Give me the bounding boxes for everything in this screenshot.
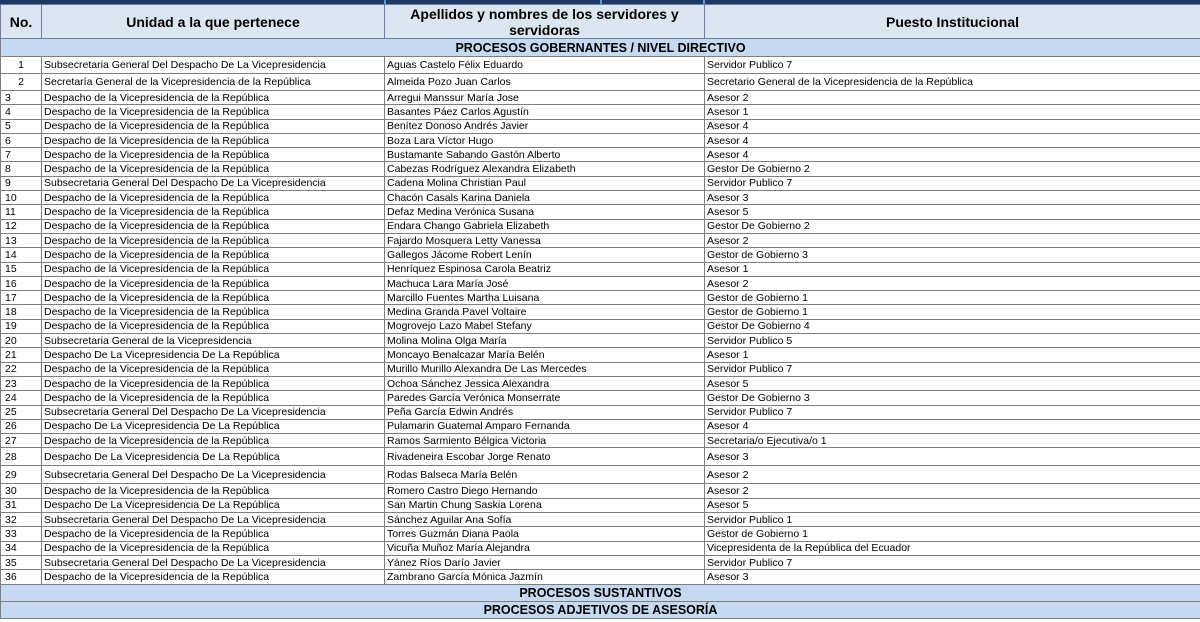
cell-unit: Despacho De La Vicepresidencia De La República	[42, 348, 385, 362]
cell-unit: Despacho de la Vicepresidencia de la República	[42, 91, 385, 105]
cell-unit: Despacho de la Vicepresidencia de la República	[42, 233, 385, 247]
cell-unit: Secretaría General de la Vicepresidencia de la República	[42, 74, 385, 91]
cell-name: Almeida Pozo Juan Carlos	[385, 74, 705, 91]
cell-unit: Subsecretaria General Del Despacho De La Vicepresidencia	[42, 405, 385, 419]
cell-no: 31	[1, 498, 42, 512]
cell-name: Benítez Donoso Andrés Javier	[385, 119, 705, 133]
table-row	[1, 291, 1200, 305]
cell-no: 22	[1, 362, 42, 376]
cell-name: Ramos Sarmiento Bélgica Victoria	[385, 434, 705, 448]
table-row	[1, 448, 1200, 466]
cell-no: 18	[1, 305, 42, 319]
cell-post: Gestor de Gobierno 1	[705, 527, 1200, 541]
cell-name: Ochoa Sánchez Jessica Alexandra	[385, 376, 705, 390]
table-row	[1, 205, 1200, 219]
cell-post: Gestor de Gobierno 1	[705, 291, 1200, 305]
table-row	[1, 219, 1200, 233]
cell-name: Bustamante Sabando Gastón Alberto	[385, 148, 705, 162]
table-row	[1, 376, 1200, 390]
header-unit: Unidad a la que pertenece	[42, 5, 385, 39]
cell-no: 34	[1, 541, 42, 555]
cell-post: Secretario General de la Vicepresidencia de la República	[705, 74, 1200, 91]
cell-post: Secretaria/o Ejecutiva/o 1	[705, 434, 1200, 448]
cell-post: Asesor 4	[705, 148, 1200, 162]
cell-name: Cadena Molina Christian Paul	[385, 176, 705, 190]
cell-unit: Subsecretaria General Del Despacho De La Vicepresidencia	[42, 176, 385, 190]
cell-name: Henríquez Espinosa Carola Beatriz	[385, 262, 705, 276]
cell-no: 29	[1, 466, 42, 484]
cell-unit: Despacho De La Vicepresidencia De La República	[42, 498, 385, 512]
cell-post: Asesor 1	[705, 348, 1200, 362]
cell-post: Servidor Publico 1	[705, 513, 1200, 527]
cell-name: Chacón Casals Karina Daniela	[385, 191, 705, 205]
cell-no: 23	[1, 376, 42, 390]
cell-unit: Despacho de la Vicepresidencia de la República	[42, 291, 385, 305]
table-row	[1, 148, 1200, 162]
cell-unit: Despacho de la Vicepresidencia de la República	[42, 262, 385, 276]
cell-name: Rodas Balseca María Belén	[385, 466, 705, 484]
table-row	[1, 305, 1200, 319]
cell-post: Asesor 2	[705, 484, 1200, 498]
cell-no: 7	[1, 148, 42, 162]
cell-unit: Despacho de la Vicepresidencia de la República	[42, 219, 385, 233]
cell-unit: Despacho de la Vicepresidencia de la República	[42, 205, 385, 219]
cell-no: 5	[1, 119, 42, 133]
cell-name: Yánez Ríos Darío Javier	[385, 555, 705, 569]
table-row	[1, 405, 1200, 419]
table-row	[1, 334, 1200, 348]
table-row	[1, 541, 1200, 555]
cell-no: 35	[1, 555, 42, 569]
cell-post: Asesor 5	[705, 376, 1200, 390]
cell-name: Aguas Castelo Félix Eduardo	[385, 57, 705, 74]
table-row	[1, 570, 1200, 584]
cell-name: Sánchez Aguilar Ana Sofía	[385, 513, 705, 527]
cell-post: Asesor 3	[705, 570, 1200, 584]
table-row	[1, 57, 1200, 74]
table-row	[1, 74, 1200, 91]
table-row	[1, 105, 1200, 119]
cell-post: Asesor 5	[705, 498, 1200, 512]
cell-post: Gestor De Gobierno 4	[705, 319, 1200, 333]
cell-no: 27	[1, 434, 42, 448]
table-row	[1, 133, 1200, 147]
cell-no: 19	[1, 319, 42, 333]
cell-name: Medina Granda Pavel Voltaire	[385, 305, 705, 319]
cell-name: Molina Molina Olga María	[385, 334, 705, 348]
cell-no: 1	[1, 57, 42, 74]
cell-no: 21	[1, 348, 42, 362]
table-row	[1, 233, 1200, 247]
cell-post: Asesor 1	[705, 105, 1200, 119]
cell-post: Servidor Publico 7	[705, 405, 1200, 419]
cell-unit: Despacho de la Vicepresidencia de la República	[42, 527, 385, 541]
cell-unit: Despacho de la Vicepresidencia de la República	[42, 391, 385, 405]
cell-name: Basantes Páez Carlos Agustín	[385, 105, 705, 119]
cell-no: 10	[1, 191, 42, 205]
table-row	[1, 362, 1200, 376]
cell-unit: Despacho De La Vicepresidencia De La República	[42, 448, 385, 466]
table-row	[1, 162, 1200, 176]
table-header-row	[1, 5, 1200, 39]
cell-post: Servidor Publico 7	[705, 362, 1200, 376]
cell-unit: Despacho de la Vicepresidencia de la República	[42, 148, 385, 162]
cell-post: Asesor 1	[705, 262, 1200, 276]
table-row	[1, 91, 1200, 105]
cell-no: 28	[1, 448, 42, 466]
cell-unit: Subsecretaria General de la Vicepresidencia	[42, 334, 385, 348]
header-post: Puesto Institucional	[705, 5, 1200, 39]
cell-unit: Despacho de la Vicepresidencia de la República	[42, 191, 385, 205]
header-no: No.	[1, 5, 42, 39]
cell-no: 30	[1, 484, 42, 498]
cell-name: Defaz Medina Verónica Susana	[385, 205, 705, 219]
table-row	[1, 555, 1200, 569]
cell-no: 33	[1, 527, 42, 541]
cell-no: 32	[1, 513, 42, 527]
cell-post: Asesor 2	[705, 91, 1200, 105]
section-row-adjetivos	[1, 601, 1200, 618]
cell-unit: Subsecretaria General Del Despacho De La Vicepresidencia	[42, 513, 385, 527]
cell-name: Machuca Lara María José	[385, 276, 705, 290]
cell-no: 14	[1, 248, 42, 262]
cell-no: 4	[1, 105, 42, 119]
cell-post: Gestor De Gobierno 2	[705, 162, 1200, 176]
cell-name: Peña García Edwin Andrés	[385, 405, 705, 419]
cell-no: 11	[1, 205, 42, 219]
section-title-sustantivos: PROCESOS SUSTANTIVOS	[1, 584, 1200, 601]
personnel-table	[0, 4, 1200, 619]
cell-name: Zambrano García Mónica Jazmín	[385, 570, 705, 584]
table-row	[1, 348, 1200, 362]
cell-name: Torres Guzmán Diana Paola	[385, 527, 705, 541]
cell-no: 25	[1, 405, 42, 419]
cell-unit: Despacho De La Vicepresidencia De La República	[42, 419, 385, 433]
cell-no: 36	[1, 570, 42, 584]
cell-post: Asesor 4	[705, 133, 1200, 147]
cell-name: Endara Chango Gabriela Elizabeth	[385, 219, 705, 233]
table-row	[1, 527, 1200, 541]
cell-name: Paredes García Verónica Monserrate	[385, 391, 705, 405]
cell-no: 17	[1, 291, 42, 305]
cell-name: Moncayo Benalcazar María Belén	[385, 348, 705, 362]
cell-no: 8	[1, 162, 42, 176]
cell-post: Servidor Publico 5	[705, 334, 1200, 348]
cell-unit: Despacho de la Vicepresidencia de la República	[42, 376, 385, 390]
cell-unit: Despacho de la Vicepresidencia de la República	[42, 305, 385, 319]
cell-post: Gestor de Gobierno 1	[705, 305, 1200, 319]
header-name: Apellidos y nombres de los servidores y servidoras	[385, 5, 705, 39]
table-row	[1, 276, 1200, 290]
cell-post: Asesor 2	[705, 276, 1200, 290]
section-title-adjetivos: PROCESOS ADJETIVOS DE ASESORÍA	[1, 601, 1200, 618]
cell-post: Asesor 5	[705, 205, 1200, 219]
cell-no: 12	[1, 219, 42, 233]
cell-unit: Subsecretaria General Del Despacho De La Vicepresidencia	[42, 555, 385, 569]
table-row	[1, 434, 1200, 448]
table-row	[1, 262, 1200, 276]
table-row	[1, 119, 1200, 133]
cell-unit: Despacho de la Vicepresidencia de la República	[42, 434, 385, 448]
cell-unit: Despacho de la Vicepresidencia de la República	[42, 570, 385, 584]
cell-post: Servidor Publico 7	[705, 176, 1200, 190]
cell-unit: Despacho de la Vicepresidencia de la República	[42, 362, 385, 376]
cell-post: Servidor Publico 7	[705, 57, 1200, 74]
cell-unit: Subsecretaria General Del Despacho De La Vicepresidencia	[42, 57, 385, 74]
cell-unit: Despacho de la Vicepresidencia de la República	[42, 248, 385, 262]
table-row	[1, 248, 1200, 262]
cell-post: Gestor De Gobierno 3	[705, 391, 1200, 405]
table-row	[1, 513, 1200, 527]
cell-name: Boza Lara Víctor Hugo	[385, 133, 705, 147]
cell-no: 9	[1, 176, 42, 190]
cell-no: 26	[1, 419, 42, 433]
cell-no: 20	[1, 334, 42, 348]
table-row	[1, 466, 1200, 484]
cell-post: Asesor 2	[705, 233, 1200, 247]
cell-unit: Subsecretaria General Del Despacho De La Vicepresidencia	[42, 466, 385, 484]
cell-name: Mogrovejo Lazo Mabel Stefany	[385, 319, 705, 333]
cell-name: Gallegos Jácome Robert Lenín	[385, 248, 705, 262]
cell-name: Vicuña Muñoz María Alejandra	[385, 541, 705, 555]
cell-name: Arregui Manssur María Jose	[385, 91, 705, 105]
cell-name: Cabezas Rodríguez Alexandra Elizabeth	[385, 162, 705, 176]
cell-no: 6	[1, 133, 42, 147]
cell-unit: Despacho de la Vicepresidencia de la República	[42, 276, 385, 290]
cell-unit: Despacho de la Vicepresidencia de la República	[42, 133, 385, 147]
cell-name: Fajardo Mosquera Letty Vanessa	[385, 233, 705, 247]
cell-name: Romero Castro Diego Hernando	[385, 484, 705, 498]
section-row-sustantivos	[1, 584, 1200, 601]
cell-post: Asesor 3	[705, 448, 1200, 466]
cell-name: Pulamarin Guatemal Amparo Fernanda	[385, 419, 705, 433]
table-row	[1, 498, 1200, 512]
cell-unit: Despacho de la Vicepresidencia de la República	[42, 484, 385, 498]
cell-no: 13	[1, 233, 42, 247]
cell-name: Murillo Murillo Alexandra De Las Mercedes	[385, 362, 705, 376]
cell-no: 16	[1, 276, 42, 290]
cell-unit: Despacho de la Vicepresidencia de la República	[42, 105, 385, 119]
table-row	[1, 391, 1200, 405]
cell-post: Asesor 2	[705, 466, 1200, 484]
cell-post: Gestor de Gobierno 3	[705, 248, 1200, 262]
cell-name: Marcillo Fuentes Martha Luisana	[385, 291, 705, 305]
table-row	[1, 319, 1200, 333]
cell-unit: Despacho de la Vicepresidencia de la República	[42, 319, 385, 333]
table-row	[1, 176, 1200, 190]
cell-unit: Despacho de la Vicepresidencia de la República	[42, 162, 385, 176]
cell-unit: Despacho de la Vicepresidencia de la República	[42, 119, 385, 133]
cell-post: Vicepresidenta de la República del Ecuador	[705, 541, 1200, 555]
section-row-directivo	[1, 39, 1200, 57]
table-row	[1, 419, 1200, 433]
cell-name: Rivadeneira Escobar Jorge Renato	[385, 448, 705, 466]
cell-post: Asesor 4	[705, 119, 1200, 133]
cell-post: Asesor 4	[705, 419, 1200, 433]
cell-unit: Despacho de la Vicepresidencia de la República	[42, 541, 385, 555]
section-title-directivo: PROCESOS GOBERNANTES / NIVEL DIRECTIVO	[1, 39, 1200, 57]
cell-no: 3	[1, 91, 42, 105]
cell-no: 15	[1, 262, 42, 276]
cell-post: Servidor Publico 7	[705, 555, 1200, 569]
cell-no: 2	[1, 74, 42, 91]
cell-post: Gestor De Gobierno 2	[705, 219, 1200, 233]
cell-name: San Martin Chung Saskia Lorena	[385, 498, 705, 512]
cell-no: 24	[1, 391, 42, 405]
cell-post: Asesor 3	[705, 191, 1200, 205]
table-row	[1, 191, 1200, 205]
table-row	[1, 484, 1200, 498]
